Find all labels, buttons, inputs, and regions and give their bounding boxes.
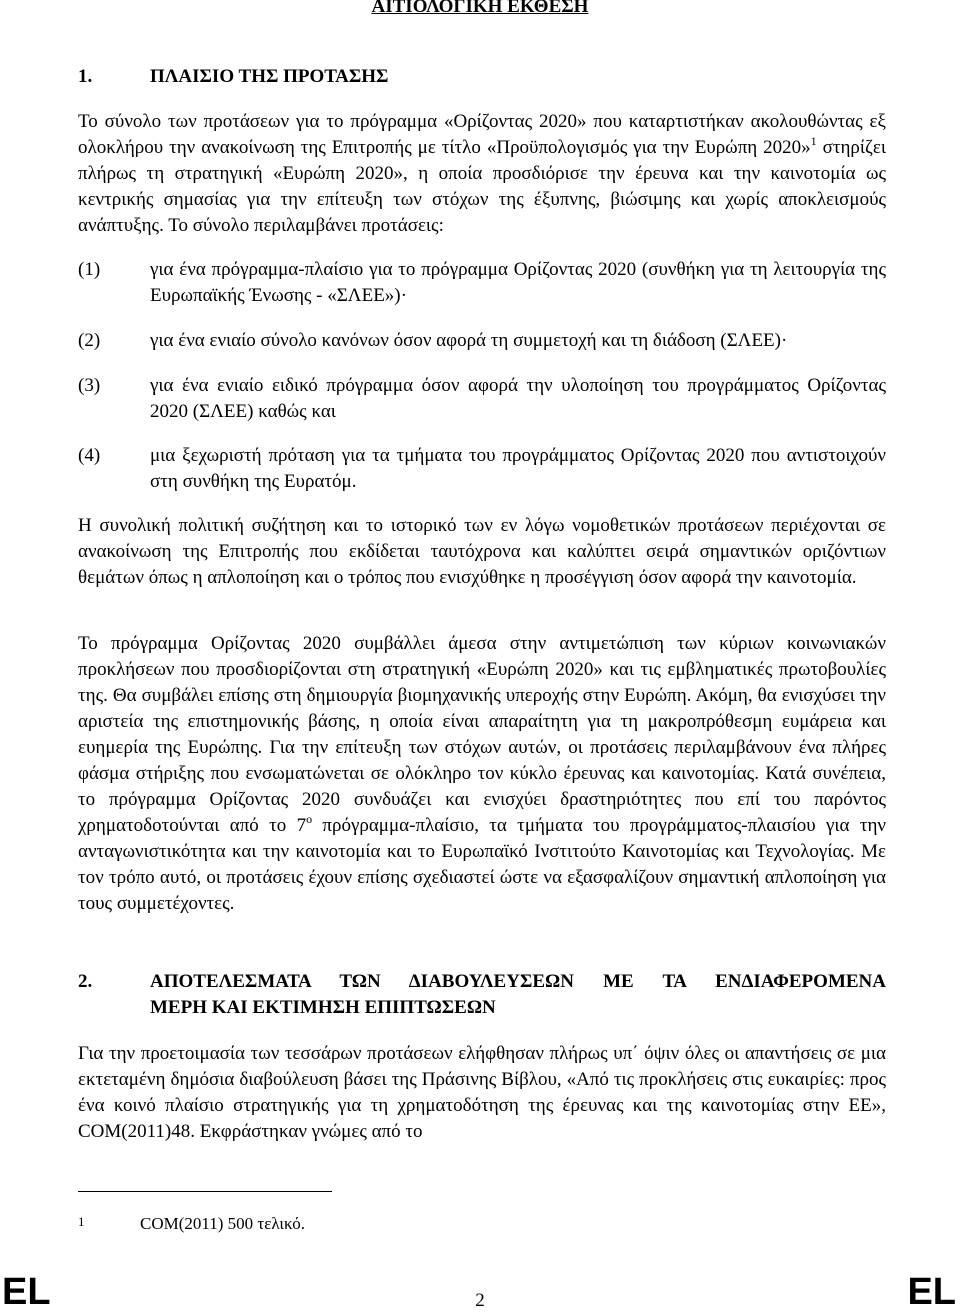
list-item-text: για ένα ενιαίο σύνολο κανόνων όσον αφορά τη συμμετοχή και τη διάδοση (ΣΛΕΕ)·: [150, 330, 788, 351]
section-2-heading-line-1: ΑΠΟΤΕΛΕΣΜΑΤΑ ΤΩΝ ΔΙΑΒΟΥΛΕΥΣΕΩΝ ΜΕ ΤΑ ΕΝΔΙΑΦΕΡΟΜΕΝΑ: [150, 971, 886, 992]
section-1-paragraph-2: Η συνολική πολιτική συζήτηση και το ιστορικό των εν λόγω νομοθετικών προτάσεων περιέχονται σε ανακοίνωση της Επιτροπής που εκδίδεται ταυτόχρονα και καλύπτει σειρά σημαντικών οριζόντιων θεμάτων όπως η απλοποίηση και ο τρόπος που ενισχύθηκε η προσέγγιση όσον αφορά την καινοτομία.: [78, 515, 886, 588]
language-code-right: EL: [907, 1271, 956, 1313]
footnote-separator: [78, 1191, 332, 1192]
section-1-heading: ΠΛΑΙΣΙΟ ΤΗΣ ΠΡΟΤΑΣΗΣ: [150, 66, 389, 87]
list-item-number: (4): [78, 445, 101, 466]
list-item-text: για ένα πρόγραμμα-πλαίσιο για το πρόγραμμα Ορίζοντας 2020 (συνθήκη για τη λειτουργία της Ευρωπαϊκής Ένωσης - «ΣΛΕΕ»)·: [150, 259, 886, 306]
paragraph-text: Το σύνολο των προτάσεων για το πρόγραμμα «Ορίζοντας 2020» που καταρτιστήκαν ακολουθώντας εξ ολοκλήρου την ανακοίνωση της Επιτροπής με τίτλο «Προϋπολογισμός για την Ευρώπη 2020»: [78, 111, 886, 158]
section-1-paragraph-3: [78, 631, 886, 917]
paragraph-text: στηρίζει πλήρως τη στρατηγική «Ευρώπη 2020», η οποία προσδιόρισε την έρευνα και την καινοτομία ως κεντρικής σημασίας για την επίτευξη των στόχων της έξυπνης, βιώσιμης και χωρίς αποκλεισμούς ανάπτυξης. Το σύνολο περιλαμβάνει προτάσεις:: [78, 137, 886, 236]
paragraph-text: πρόγραμμα-πλαίσιο, τα τμήματα του προγράμματος-πλαισίου για την ανταγωνιστικότητα και την καινοτομία και το Ευρωπαϊκό Ινστιτούτο Καινοτομίας και Τεχνολογίας. Με τον τρόπο αυτό, οι προτάσεις έχουν επίσης σχεδιαστεί ώστε να εξασφαλίζουν σημαντική απλοποίηση για τους συμμετέχοντες.: [78, 815, 886, 914]
section-1-paragraph-1: [78, 109, 886, 239]
ordinal-superscript: ο: [306, 812, 313, 826]
page-number: 2: [475, 1290, 485, 1311]
list-item-number: (3): [78, 375, 101, 396]
section-2-number: 2.: [78, 971, 93, 992]
list-item-number: (2): [78, 330, 101, 351]
paragraph-text: Το πρόγραμμα Ορίζοντας 2020 συμβάλλει άμεσα στην αντιμετώπιση των κύριων κοινωνιακών προκλήσεων που προσδιορίζονται στη στρατηγική «Ευρώπη 2020» και τις εμβληματικές πρωτοβουλίες της. Θα συμβάλει επίσης στη δημιουργία βιομηχανικής υπεροχής στην Ευρώπη. Ακόμη, θα ενισχύσει την αριστεία της επιστημονικής βάσης, η οποία είναι απαραίτητη για τη μακροπρόθεσμη ευμάρεια και ευημερία της Ευρώπης. Για την επίτευξη των στόχων αυτών, οι προτάσεις περιλαμβάνουν ένα πλήρες φάσμα στήριξης που ενσωματώνεται σε ολόκληρο τον κύκλο έρευνας και καινοτομίας. Κατά συνέπεια, το πρόγραμμα Ορίζοντας 2020 συνδυάζει και ενισχύει δραστηριότητες που επί του παρόντος χρηματοδοτούνται από το 7: [78, 633, 886, 836]
list-item-text: για ένα ενιαίο ειδικό πρόγραμμα όσον αφορά την υλοποίηση του προγράμματος Ορίζοντας 2020 (ΣΛΕΕ) καθώς και: [150, 375, 886, 422]
section-2-heading-line-2: ΜΕΡΗ ΚΑΙ ΕΚΤΙΜΗΣΗ ΕΠΙΠΤΩΣΕΩΝ: [150, 997, 496, 1018]
footnote-number: 1: [78, 1214, 85, 1229]
footnote-reference[interactable]: 1: [810, 134, 817, 148]
footnote-text: COM(2011) 500 τελικό.: [140, 1214, 305, 1233]
section-2-heading: [150, 969, 886, 1021]
language-code-left: EL: [2, 1271, 51, 1313]
list-item-text: μια ξεχωριστή πρόταση για τα τμήματα του προγράμματος Ορίζοντας 2020 που αντιστοιχούν στη συνθήκη της Ευρατόμ.: [150, 445, 886, 492]
section-1-number: 1.: [78, 66, 93, 87]
list-item-number: (1): [78, 259, 101, 280]
section-2-paragraph-1: Για την προετοιμασία των τεσσάρων προτάσεων ελήφθησαν πλήρως υπ΄ όψιν όλες οι απαντήσεις σε μια εκτεταμένη δημόσια διαβούλευση βάσει της Πράσινης Βίβλου, «Από τις προκλήσεις στις ευκαιρίες: προς ένα κοινό πλαίσιο στρατηγικής για τη χρηματοδότηση της έρευνας και της καινοτομίας στην ΕΕ», COM(2011)48. Εκφράστηκαν γνώμες από το: [78, 1043, 886, 1142]
page-title: ΑΙΤΙΟΛΟΓΙΚΗ ΕΚΘΕΣΗ: [371, 0, 589, 17]
